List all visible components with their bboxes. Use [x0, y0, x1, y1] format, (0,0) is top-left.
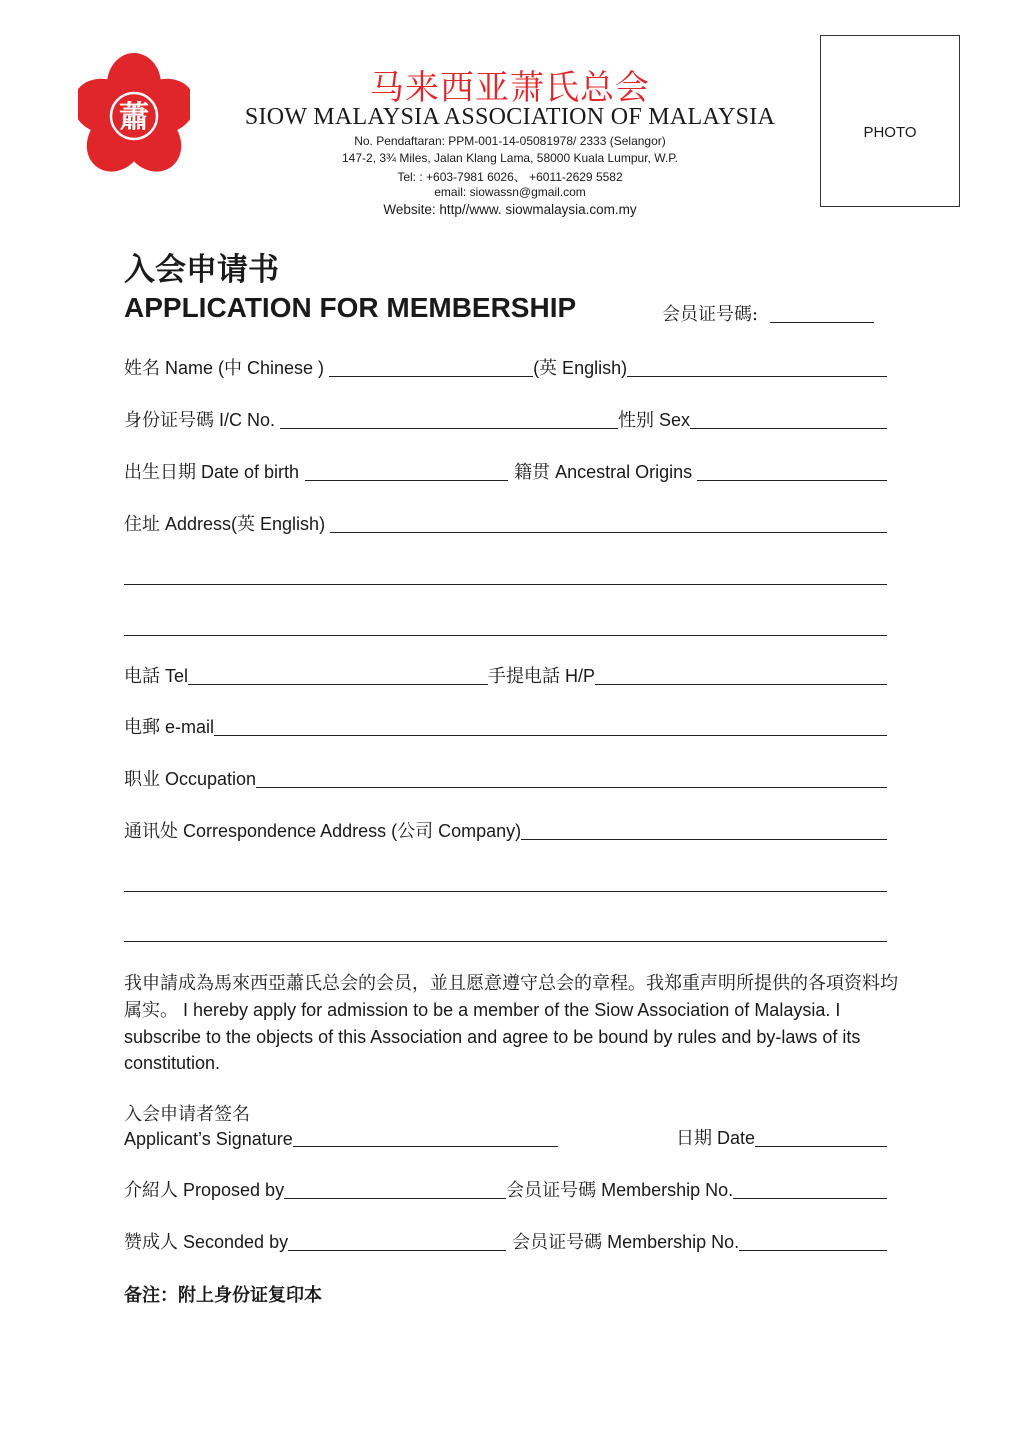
- member-number-input[interactable]: [770, 322, 874, 323]
- correspondence-line-2[interactable]: [124, 891, 887, 892]
- tel-label: 电話 Tel: [124, 666, 189, 686]
- name-chinese-label: 姓名 Name (中 Chinese ): [124, 358, 325, 378]
- registration-number: No. Pendaftaran: PPM-001-14-05081978/ 2333 (Selangor): [354, 134, 666, 148]
- phone-row: [124, 662, 887, 690]
- tel-input[interactable]: [188, 684, 488, 685]
- seconder-membership-input[interactable]: [739, 1250, 887, 1251]
- name-english-label: (英 English): [533, 358, 628, 378]
- remark-note: 备注：附上身份证复印本: [124, 1285, 322, 1306]
- name-english-input[interactable]: [627, 376, 887, 377]
- correspondence-line-3[interactable]: [124, 941, 887, 942]
- proposed-by-label: 介紹人 Proposed by: [124, 1180, 285, 1200]
- ancestral-origin-input[interactable]: [697, 480, 887, 481]
- member-number-label: 会员证号碼:: [662, 304, 759, 325]
- email-label: 电郵 e-mail: [124, 717, 215, 737]
- handphone-label: 手提电話 H/P: [488, 666, 596, 686]
- association-name-english: SIOW MALAYSIA ASSOCIATION OF MALAYSIA: [244, 104, 776, 130]
- name-chinese-input[interactable]: [329, 376, 533, 377]
- seconded-row: [124, 1228, 887, 1256]
- ancestral-origin-label: 籍贯 Ancestral Origins: [514, 462, 693, 482]
- occupation-row: [124, 765, 887, 793]
- proposer-membership-input[interactable]: [733, 1198, 887, 1199]
- dob-label: 出生日期 Date of birth: [124, 462, 300, 482]
- photo-label: PHOTO: [863, 124, 917, 141]
- address-line-3[interactable]: [124, 635, 887, 636]
- email-input[interactable]: [214, 735, 887, 736]
- date-label: 日期 Date: [675, 1128, 755, 1148]
- signature-row: [124, 1124, 887, 1152]
- photo-box[interactable]: [820, 35, 960, 207]
- association-logo: [78, 52, 190, 176]
- association-tel: Tel: : +603-7981 6026、 +6011-2629 5582: [397, 170, 623, 184]
- declaration-english: I hereby apply for admission to be a member of the Siow Association of Malaysia. I subscribe to the objects of this Association and agree to be bound by rules and by-laws of its constitution.: [124, 1000, 861, 1073]
- date-input[interactable]: [755, 1146, 887, 1147]
- correspondence-row: [124, 817, 887, 845]
- association-address: 147-2, 3¾ Miles, Jalan Klang Lama, 58000 Kuala Lumpur, W.P.: [342, 151, 678, 165]
- form-title-english: APPLICATION FOR MEMBERSHIP: [124, 292, 577, 323]
- seconded-by-label: 赞成人 Seconded by: [124, 1232, 289, 1252]
- ic-sex-row: [124, 406, 887, 434]
- name-row: [124, 354, 887, 382]
- ic-number-input[interactable]: [280, 428, 618, 429]
- signature-label-english: Applicant’s Signature: [124, 1129, 293, 1149]
- proposer-membership-label: 会员证号碼 Membership No.: [506, 1180, 734, 1200]
- occupation-label: 职业 Occupation: [124, 769, 257, 789]
- dob-input[interactable]: [305, 480, 508, 481]
- declaration-chinese: 我申請成為馬來西亞蕭氏总会的会员，並且愿意遵守总会的章程。我郑重声明所提供的各項资料均属实。: [124, 973, 898, 1021]
- address-line-2[interactable]: [124, 584, 887, 585]
- seconded-by-input[interactable]: [288, 1250, 506, 1251]
- signature-label-chinese: 入会申请者签名: [124, 1104, 250, 1125]
- proposed-by-input[interactable]: [284, 1198, 506, 1199]
- proposed-row: [124, 1176, 887, 1204]
- sex-input[interactable]: [690, 428, 887, 429]
- signature-input[interactable]: [293, 1146, 558, 1147]
- declaration-text: [124, 970, 899, 1076]
- form-title-chinese: 入会申请书: [124, 252, 279, 288]
- correspondence-input[interactable]: [521, 839, 887, 840]
- sex-label: 性别 Sex: [618, 410, 691, 430]
- email-row: [124, 713, 887, 741]
- association-name-chinese: 马来西亚萧氏总会: [370, 68, 650, 108]
- member-number-field: [662, 300, 887, 328]
- logo-character: 蕭: [119, 100, 149, 135]
- dob-origin-row: [124, 458, 887, 486]
- occupation-input[interactable]: [256, 787, 887, 788]
- association-website: Website: http//www. siowmalaysia.com.my: [383, 202, 637, 217]
- seconder-membership-label: 会员证号碼 Membership No.: [512, 1232, 740, 1252]
- ic-number-label: 身份证号碼 I/C No.: [124, 410, 276, 430]
- association-email: email: siowassn@gmail.com: [434, 185, 586, 199]
- address-row: [124, 510, 887, 538]
- address-input[interactable]: [330, 532, 887, 533]
- handphone-input[interactable]: [595, 684, 887, 685]
- address-label: 住址 Address(英 English): [124, 514, 326, 534]
- correspondence-label: 通讯处 Correspondence Address (公司 Company): [124, 821, 522, 841]
